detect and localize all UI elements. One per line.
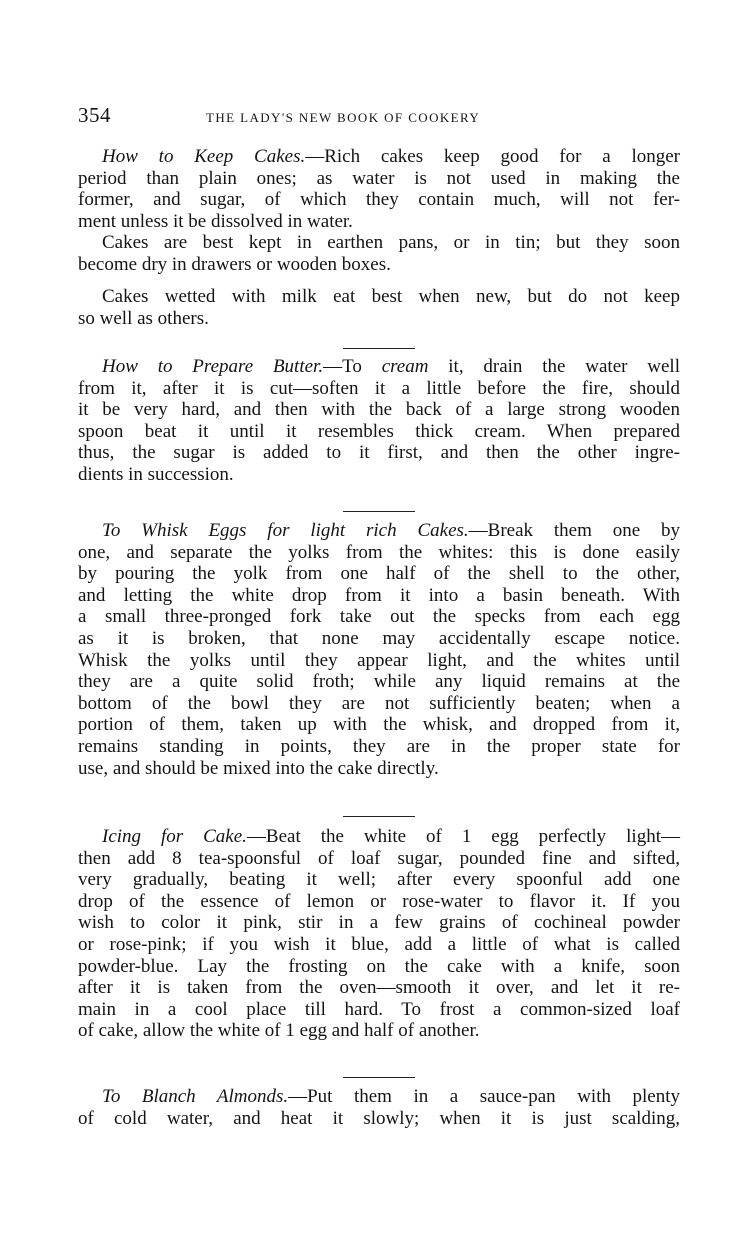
section-divider — [343, 511, 415, 512]
cakes-milk-paragraph: Cakes wetted with milk eat best when new, but do not keep so well as others. — [78, 286, 680, 329]
page-number: 354 — [78, 103, 111, 127]
page-header — [78, 103, 680, 131]
section-divider — [343, 816, 415, 817]
section-title-prepare-butter: How to Prepare Butter. — [102, 356, 324, 377]
section-title-blanch-almonds: To Blanch Almonds. — [102, 1086, 289, 1107]
section-title-icing-for-cake: Icing for Cake. — [102, 826, 247, 847]
keep-cakes-paragraph: How to Keep Cakes.—Rich cakes keep good for a longer period than plain ones; as water is not used in making the former, and sugar, of which they contain much, will not fer- ment unless it be dissolved in water. — [78, 146, 680, 232]
emphasis-cream: cream — [381, 356, 429, 377]
section-title-whisk-eggs: To Whisk Eggs for light rich Cakes. — [102, 520, 469, 541]
icing-for-cake-paragraph: Icing for Cake.—Beat the white of 1 egg perfectly light— then add 8 tea-spoonsful of loaf sugar, pounded fine and sifted, very gradually, beating it well; after every spoonful add one drop of the essence of lemon or rose-water to flavor it. If you wish to color it pink, stir in a few grains of cochineal powder or rose-pink; if you wish it blue, add a little of what is called powder-blue. Lay the frosting on the cake with a knife, soon after it is taken from the oven—smooth it over, and let it re- main in a cool place till hard. To frost a common-sized loaf of cake, allow the white of 1 egg and half of another. — [78, 826, 680, 1042]
blanch-almonds-paragraph: To Blanch Almonds.—Put them in a sauce-pan with plenty of cold water, and heat it slowly; when it is just scalding, — [78, 1086, 680, 1129]
running-head: THE LADY'S NEW BOOK OF COOKERY — [206, 110, 481, 125]
whisk-eggs-paragraph: To Whisk Eggs for light rich Cakes.—Break them one by one, and separate the yolks from the whites: this is done easily by pouring the yolk from one half of the shell to the other, and letting the white drop from it into a basin beneath. With a small three-pronged fork take out the specks from each egg as it is broken, that none may accidentally escape notice. Whisk the yolks until they appear light, and the whites until they are a quite solid froth; while any liquid remains at the bottom of the bowl they are not sufficiently beaten; when a portion of them, taken up with the whisk, and dropped from it, remains standing in points, they are in the proper state for use, and should be mixed into the cake directly. — [78, 520, 680, 779]
cakes-storage-paragraph: Cakes are best kept in earthen pans, or in tin; but they soon become dry in drawers or wooden boxes. — [78, 232, 680, 275]
section-divider — [343, 348, 415, 349]
prepare-butter-paragraph: How to Prepare Butter.—To cream it, drain the water well from it, after it is cut—soften it a little before the fire, should it be very hard, and then with the back of a large strong wooden spoon beat it until it resembles thick cream. When prepared thus, the sugar is added to it first, and then the other ingre- dients in succession. — [78, 356, 680, 485]
section-title-keep-cakes: How to Keep Cakes. — [102, 146, 306, 167]
section-divider — [343, 1077, 415, 1078]
